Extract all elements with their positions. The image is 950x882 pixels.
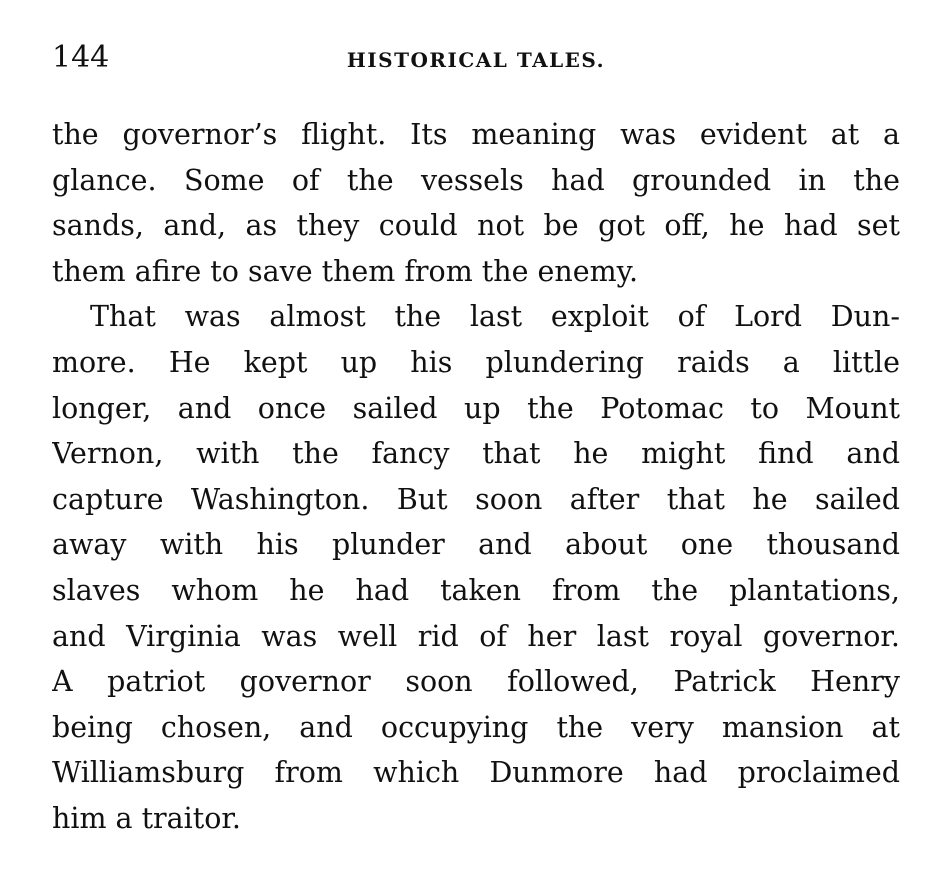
running-head: [52, 38, 900, 78]
body-text: [52, 112, 900, 842]
text-line: Williamsburg from which Dunmore had proclaimed: [52, 756, 900, 790]
text-line: the governor’s flight. Its meaning was evident at a: [52, 118, 900, 151]
text-line: sands, and, as they could not be got off, he had set: [52, 209, 900, 243]
text-line: being chosen, and occupying the very mansion at: [52, 710, 900, 744]
text-line: more. He kept up his plundering raids a little: [52, 345, 900, 379]
text-line: them afire to save them from the enemy.: [52, 254, 639, 288]
running-title: HISTORICAL TALES.: [346, 48, 606, 72]
text-line: Vernon, with the fancy that he might find and: [52, 437, 900, 471]
text-line: longer, and once sailed up the Potomac to Mount: [52, 391, 900, 425]
text-line: That was almost the last exploit of Lord Dun-: [90, 300, 900, 334]
text-line: and Virginia was well rid of her last royal governor.: [52, 619, 900, 653]
text-line: A patriot governor soon followed, Patrick Henry: [52, 665, 900, 699]
text-line: glance. Some of the vessels had grounded in the: [52, 163, 900, 197]
text-line: slaves whom he had taken from the plantations,: [52, 573, 900, 607]
text-line: away with his plunder and about one thousand: [52, 528, 900, 562]
text-line: capture Washington. But soon after that he sailed: [52, 482, 900, 516]
text-line: him a traitor.: [52, 801, 241, 835]
page-number: 144: [52, 40, 110, 75]
